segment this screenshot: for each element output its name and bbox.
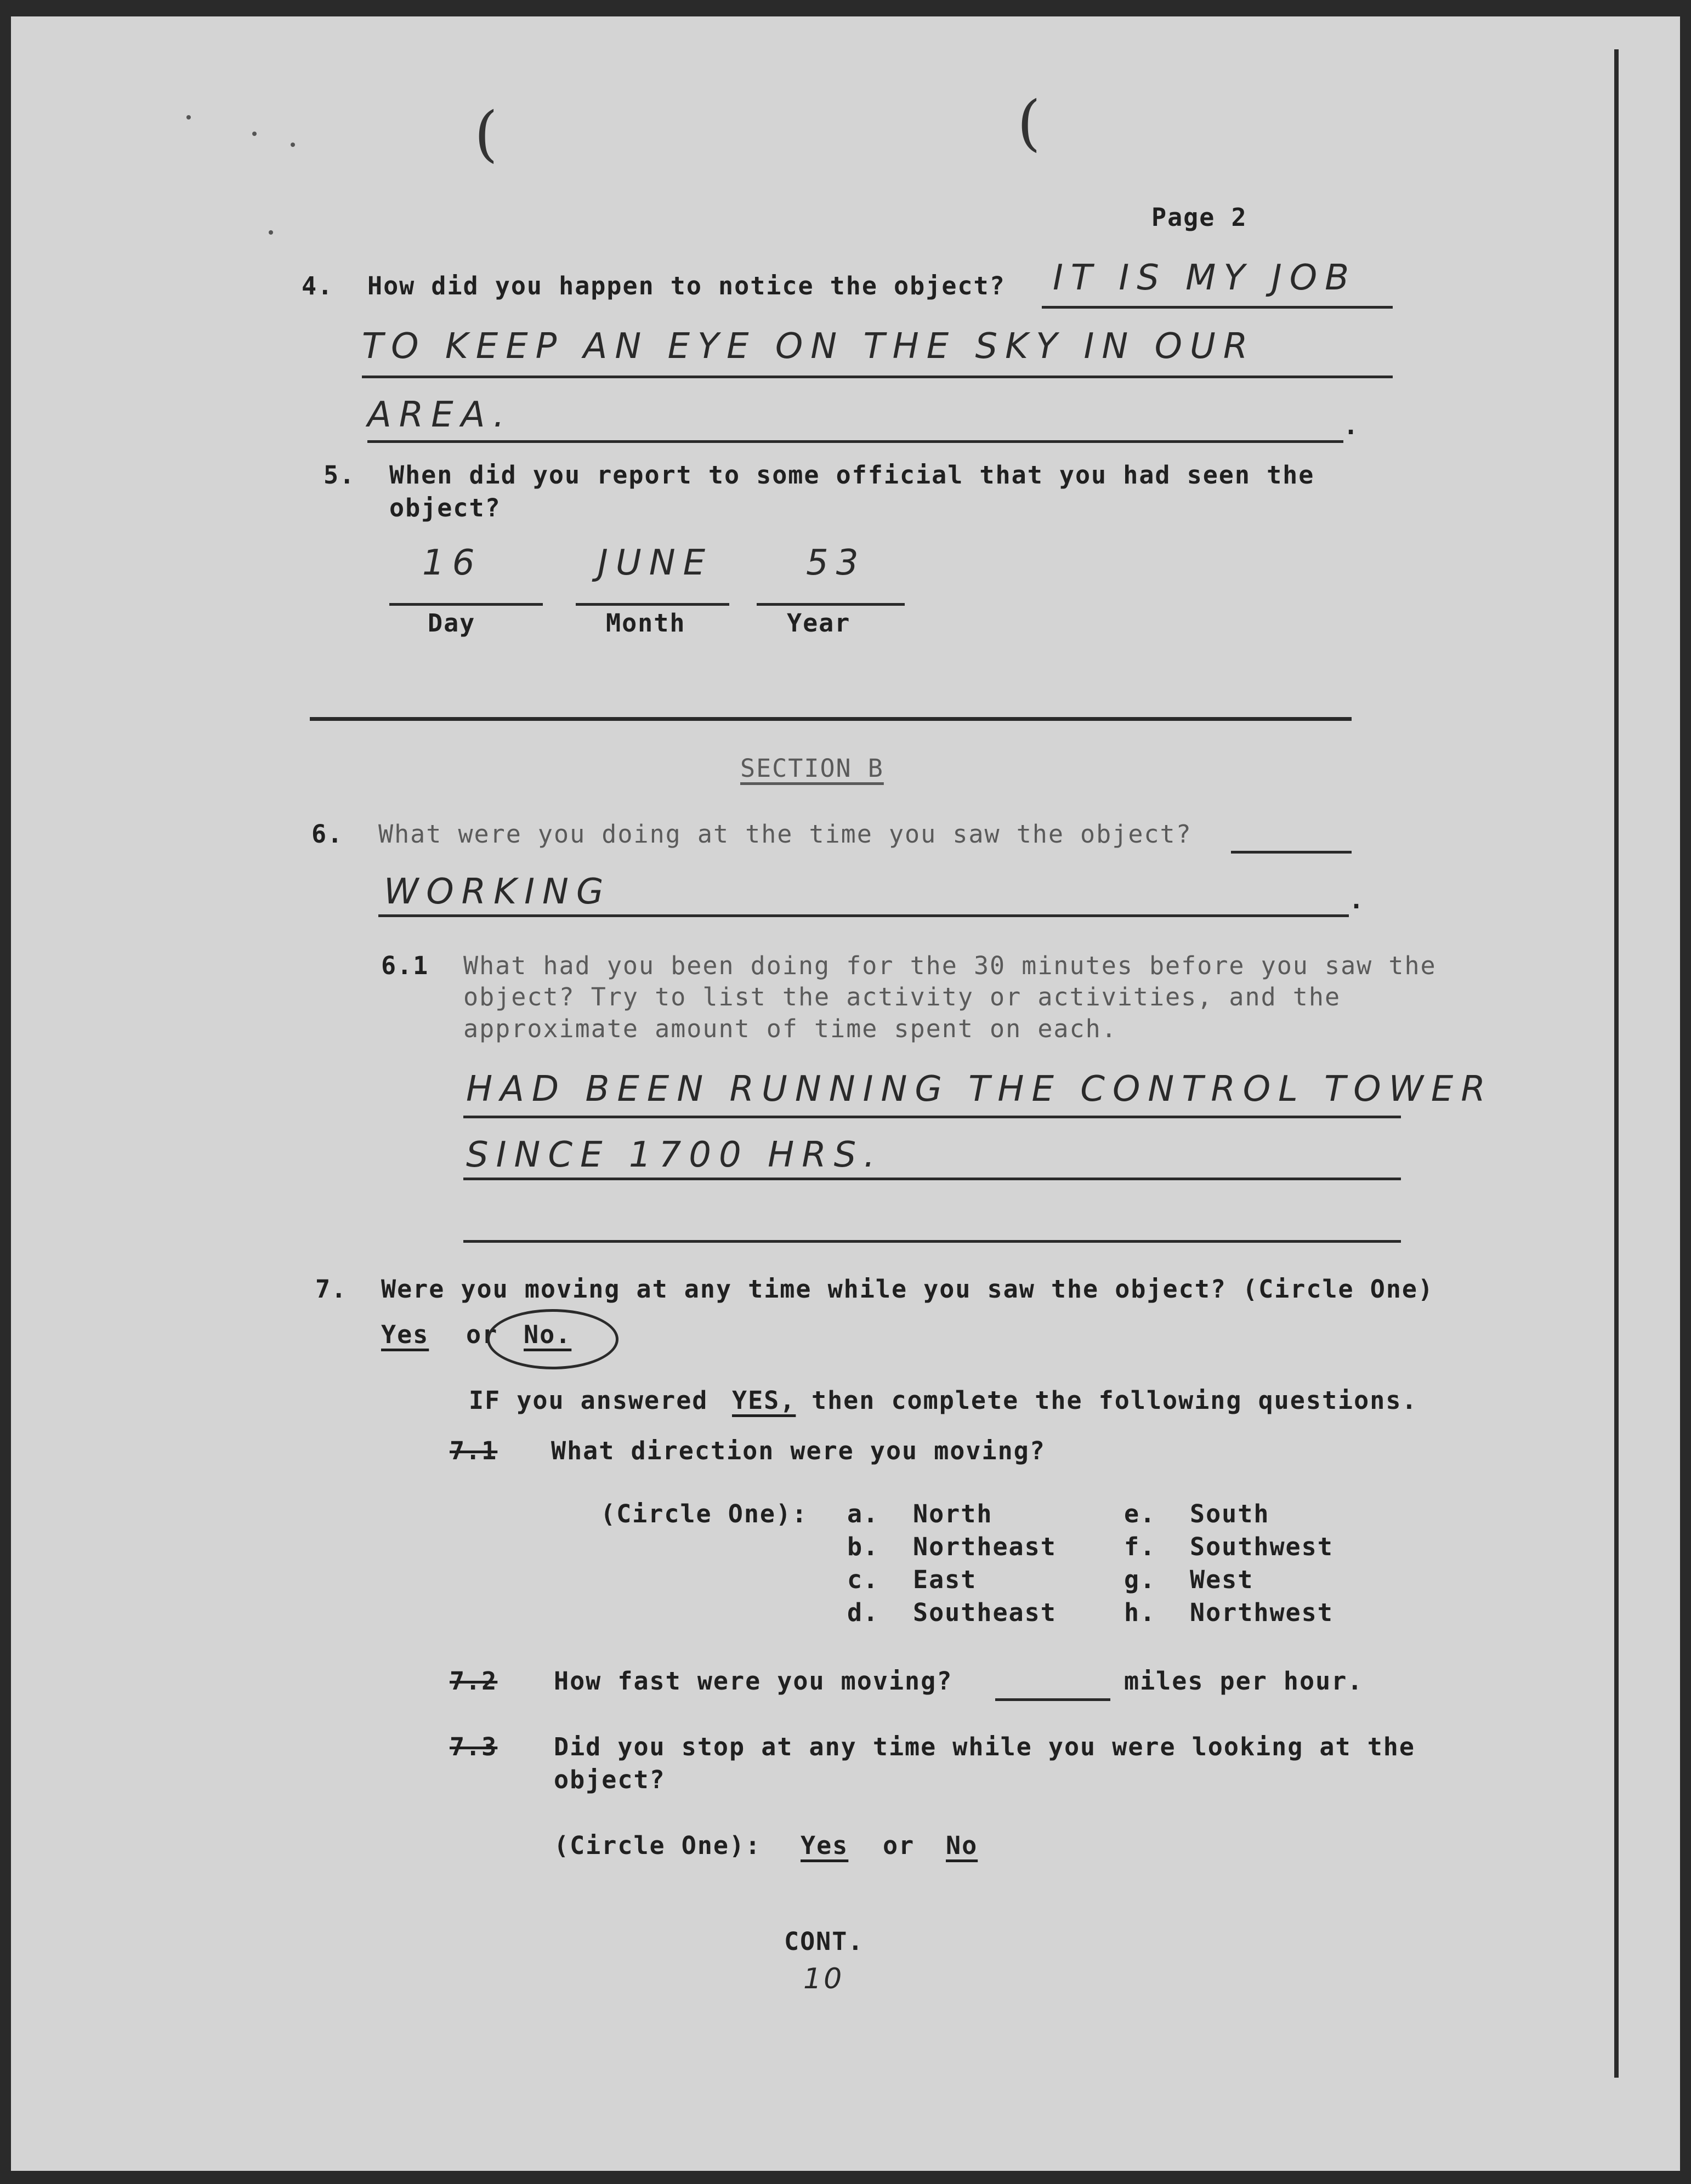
option-letter: b. [847,1532,879,1561]
q7-3-no-option: No [946,1831,978,1860]
q6-question: What were you doing at the time you saw the object? [378,820,1192,849]
answer-line [576,603,729,606]
q7-3-yes-option: Yes [801,1831,849,1860]
answer-line [463,1116,1401,1118]
answer-line [463,1240,1401,1243]
q6-number: 6. [311,820,344,849]
q5-day-answer: 16 [422,543,483,583]
speck [186,115,191,120]
answer-line [757,603,905,606]
q5-day-label: Day [428,608,476,638]
q4-answer-line1: IT IS MY JOB [1053,258,1357,298]
answer-line [1042,306,1393,309]
q7-2-question: How fast were you moving? [554,1667,953,1696]
handwritten-page-mark: 10 [803,1963,844,1995]
answer-line [463,1178,1401,1180]
direction-northwest: Northwest [1190,1598,1333,1627]
q5-month-label: Month [606,608,686,638]
q7-1-number: 7.1 [450,1436,498,1465]
q7-question: Were you moving at any time while you saw the object? (Circle One) [381,1275,1434,1304]
q6-1-question-line2: object? Try to list the activity or activities, and the [463,982,1341,1011]
q7-instruction-yes: YES, [732,1386,796,1415]
q7-number: 7. [315,1275,348,1304]
answer-line [367,440,1343,443]
section-title: SECTION B [740,754,884,783]
binder-hole-mark: ( [1017,88,1041,158]
circled-answer [487,1309,618,1369]
q6-1-answer-line1: HAD BEEN RUNNING THE CONTROL TOWER [466,1069,1493,1110]
q7-3-number: 7.3 [450,1732,498,1761]
speck [269,230,273,235]
q7-or: or [466,1320,498,1349]
option-letter: d. [847,1598,879,1627]
direction-south: South [1190,1499,1270,1528]
option-letter: h. [1124,1598,1156,1627]
answer-line [378,914,1349,917]
q5-year-answer: 53 [806,543,866,583]
direction-southeast: Southeast [913,1598,1057,1627]
q7-3-circle-label: (Circle One): [554,1831,762,1860]
q5-year-label: Year [787,608,851,638]
q7-instruction-pre: IF you answered [469,1386,708,1415]
continued-label: CONT. [784,1927,864,1956]
q5-question-line2: object? [389,493,501,522]
section-divider [310,717,1352,721]
q6-1-question-line3: approximate amount of time spent on each. [463,1014,1117,1043]
q6-1-question-line1: What had you been doing for the 30 minutes before you saw the [463,951,1437,980]
direction-northeast: Northeast [913,1532,1057,1561]
q7-no-option: No. [524,1320,572,1349]
direction-southwest: Southwest [1190,1532,1333,1561]
q6-1-number: 6.1 [381,951,429,980]
q5-month-answer: JUNE [598,543,713,583]
option-letter: e. [1124,1499,1156,1528]
binder-hole-mark: ( [474,99,498,169]
q4-answer-line3: AREA. [367,395,512,435]
speck [291,143,295,147]
answer-line [389,603,543,606]
option-letter: c. [847,1565,879,1594]
option-letter: g. [1124,1565,1156,1594]
q4-number: 4. [302,271,334,300]
answer-line [362,376,1393,378]
direction-west: West [1190,1565,1254,1594]
q7-3-or: or [883,1831,915,1860]
direction-east: East [913,1565,977,1594]
page-border-line [1614,49,1619,2078]
page-label: Page 2 [1151,203,1247,232]
q7-2-unit: miles per hour. [1124,1667,1364,1696]
direction-north: North [913,1499,993,1528]
answer-line [995,1698,1110,1701]
q6-answer: WORKING [384,872,611,912]
speck [252,132,257,136]
q7-2-number: 7.2 [450,1667,498,1696]
q7-instruction-post: then complete the following questions. [812,1386,1418,1415]
q7-1-circle-label: (Circle One): [600,1499,808,1528]
document-page: ( ( Page 2 4. How did you happen to notice the object? IT IS MY JOB TO KEEP AN EYE ON THE SKY IN OUR AREA. . 5. When did you report to some official that you had seen the object? 16 JUNE 53 Day Month Year SECTION B 6. What were you doing at the time you saw the object? WORKING . 6.1 What had you been doing for the 30 minutes before you saw the object? Try to list the activity or activities, and the approximate amount of time spent on each. HAD BEEN RUNNING THE CONTROL TOWER SINCE 1700 HRS. 7. Were you moving at any time while you saw the object? (Circle One) Yes or No. IF you answered YES, then complete the following questions. 7.1 What direction were you moving? (Circle One): a. North e. South b. Northeast f. Southwest c. East g. West d. Southeast h. Northwest 7.2 How fast were you moving? miles per hour. 7.3 Did you stop at any time while you were looking at the object? (Circle One): Yes or No CONT. 10 [11,16,1680,2171]
option-letter: a. [847,1499,879,1528]
q5-question-line1: When did you report to some official that you had seen the [389,460,1315,490]
q7-3-question-line2: object? [554,1765,666,1794]
q4-answer-line2: TO KEEP AN EYE ON THE SKY IN OUR [362,326,1256,367]
q4-question: How did you happen to notice the object? [367,271,1006,300]
option-letter: f. [1124,1532,1156,1561]
answer-line [1231,851,1352,854]
q7-1-question: What direction were you moving? [551,1436,1046,1465]
q7-3-question-line1: Did you stop at any time while you were looking at the [554,1732,1415,1761]
q7-yes-option: Yes [381,1320,429,1349]
q5-number: 5. [324,460,356,490]
q6-1-answer-line2: SINCE 1700 HRS. [466,1135,883,1175]
